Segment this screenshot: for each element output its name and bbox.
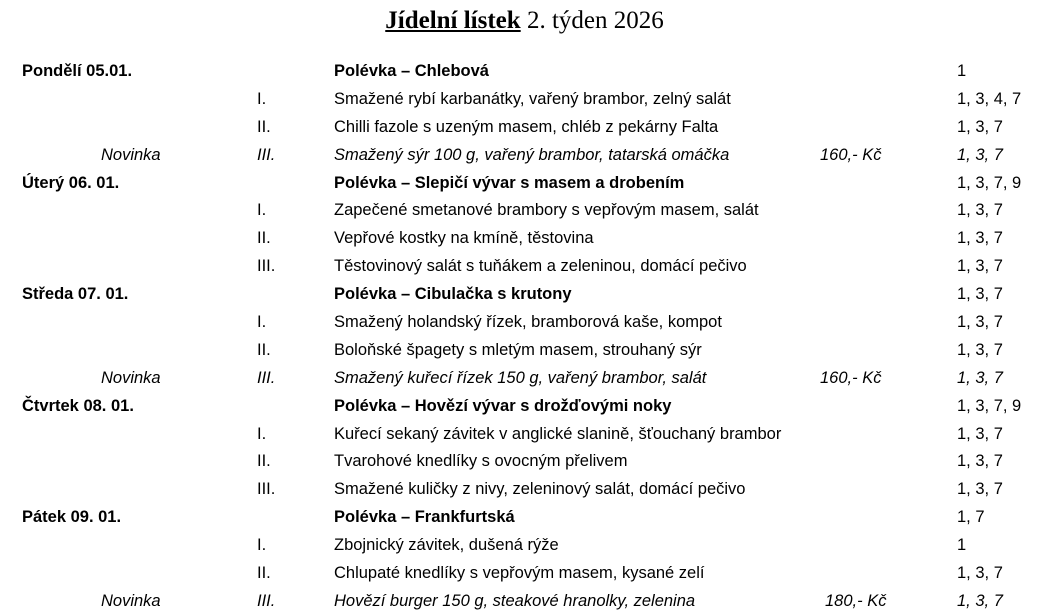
menu-list: [0, 58, 1049, 616]
allergen-codes: 1, 3, 7: [957, 229, 1003, 248]
dish-name: Boloňské špagety s mletým masem, strouhaný sýr: [334, 340, 702, 359]
allergen-codes: 1, 3, 7: [957, 452, 1003, 471]
dish-name: Těstovinový salát s tuňákem a zeleninou, domácí pečivo: [334, 257, 747, 276]
allergen-codes: 1, 3, 7, 9: [957, 173, 1022, 192]
dish-number: III.: [257, 480, 276, 499]
allergen-codes: 1: [957, 536, 967, 555]
day-label: Pátek 09. 01.: [22, 508, 122, 527]
menu-row: [0, 197, 1049, 225]
dish-number: III.: [257, 145, 276, 164]
dish-number: III.: [257, 257, 276, 276]
dish-number: III.: [257, 368, 276, 387]
dish-name: Smažený holandský řízek, bramborová kaše, kompot: [334, 313, 722, 332]
novinka-tag: Novinka: [101, 368, 161, 387]
dish-number: II.: [257, 229, 271, 248]
page-title: [0, 6, 1049, 36]
dish-name: Smažené kuličky z nivy, zeleninový salát, domácí pečivo: [334, 480, 746, 499]
dish-name: Zbojnický závitek, dušená rýže: [334, 536, 559, 555]
dish-name: Polévka – Frankfurtská: [334, 508, 515, 527]
dish-number: I.: [257, 89, 267, 108]
dish-number: II.: [257, 117, 271, 136]
dish-name: Polévka – Chlebová: [334, 62, 489, 80]
dish-price: 160,- Kč: [820, 145, 882, 164]
allergen-codes: 1, 7: [957, 508, 985, 527]
dish-number: II.: [257, 564, 271, 583]
allergen-codes: 1, 3, 7: [957, 117, 1003, 136]
menu-row-soup: [0, 58, 1049, 86]
dish-name: Vepřové kostky na kmíně, těstovina: [334, 229, 594, 248]
dish-name: Smažené rybí karbanátky, vařený brambor, zelný salát: [334, 89, 731, 108]
dish-number: I.: [257, 313, 267, 332]
menu-row: [0, 448, 1049, 476]
title-main: Jídelní lístek: [385, 7, 521, 34]
allergen-codes: 1, 3, 7, 9: [957, 396, 1022, 415]
menu-row: [0, 225, 1049, 253]
menu-row-soup: [0, 504, 1049, 532]
dish-number: I.: [257, 424, 267, 443]
day-label: Úterý 06. 01.: [22, 173, 120, 192]
allergen-codes: 1, 3, 7: [957, 201, 1003, 220]
menu-row: [0, 560, 1049, 588]
title-week: 2. týden 2026: [520, 7, 664, 34]
menu-row: [0, 86, 1049, 114]
dish-number: II.: [257, 452, 271, 471]
dish-name: Tvarohové knedlíky s ovocným přelivem: [334, 452, 628, 471]
menu-row: [0, 114, 1049, 142]
dish-name: Polévka – Slepičí vývar s masem a drobením: [334, 173, 685, 192]
day-label: Čtvrtek 08. 01.: [22, 396, 134, 415]
menu-row: [0, 476, 1049, 504]
menu-row-soup: [0, 170, 1049, 198]
allergen-codes: 1, 3, 7: [957, 424, 1003, 443]
allergen-codes: 1, 3, 7: [957, 368, 1003, 387]
dish-name: Polévka – Cibulačka s krutony: [334, 285, 572, 304]
novinka-tag: Novinka: [101, 591, 161, 610]
menu-row-novinka: [0, 142, 1049, 170]
dish-price: 160,- Kč: [820, 368, 882, 387]
dish-name: Polévka – Hovězí vývar s drožďovými noky: [334, 396, 672, 415]
day-label: Pondělí 05.01.: [22, 62, 133, 80]
dish-name: Zapečené smetanové brambory s vepřovým masem, salát: [334, 201, 759, 220]
dish-number: I.: [257, 201, 267, 220]
allergen-codes: 1, 3, 7: [957, 591, 1003, 610]
dish-name: Hovězí burger 150 g, steakové hranolky, zelenina: [334, 591, 696, 610]
dish-number: II.: [257, 340, 271, 359]
allergen-codes: 1, 3, 7: [957, 564, 1003, 583]
dish-name: Smažený sýr 100 g, vařený brambor, tatarská omáčka: [334, 145, 730, 164]
dish-number: I.: [257, 536, 267, 555]
menu-row: [0, 532, 1049, 560]
allergen-codes: 1, 3, 7: [957, 145, 1003, 164]
menu-row: [0, 421, 1049, 449]
menu-row-novinka: [0, 365, 1049, 393]
dish-name: Chlupaté knedlíky s vepřovým masem, kysané zelí: [334, 564, 705, 583]
dish-name: Chilli fazole s uzeným masem, chléb z pekárny Falta: [334, 117, 719, 136]
menu-row-soup: [0, 393, 1049, 421]
allergen-codes: 1, 3, 7: [957, 340, 1003, 359]
day-label: Středa 07. 01.: [22, 285, 129, 304]
menu-row-soup: [0, 281, 1049, 309]
menu-row: [0, 337, 1049, 365]
dish-name: Kuřecí sekaný závitek v anglické slanině, šťouchaný brambor: [334, 424, 782, 443]
novinka-tag: Novinka: [101, 145, 161, 164]
dish-name: Smažený kuřecí řízek 150 g, vařený brambor, salát: [334, 368, 707, 387]
allergen-codes: 1, 3, 7: [957, 257, 1003, 276]
menu-row: [0, 253, 1049, 281]
allergen-codes: 1, 3, 7: [957, 285, 1003, 304]
allergen-codes: 1, 3, 7: [957, 313, 1003, 332]
allergen-codes: 1, 3, 4, 7: [957, 89, 1022, 108]
allergen-codes: 1, 3, 7: [957, 480, 1003, 499]
dish-price: 180,- Kč: [825, 591, 887, 610]
dish-number: III.: [257, 591, 276, 610]
menu-row-novinka: [0, 588, 1049, 616]
menu-row: [0, 309, 1049, 337]
allergen-codes: 1: [957, 62, 967, 80]
